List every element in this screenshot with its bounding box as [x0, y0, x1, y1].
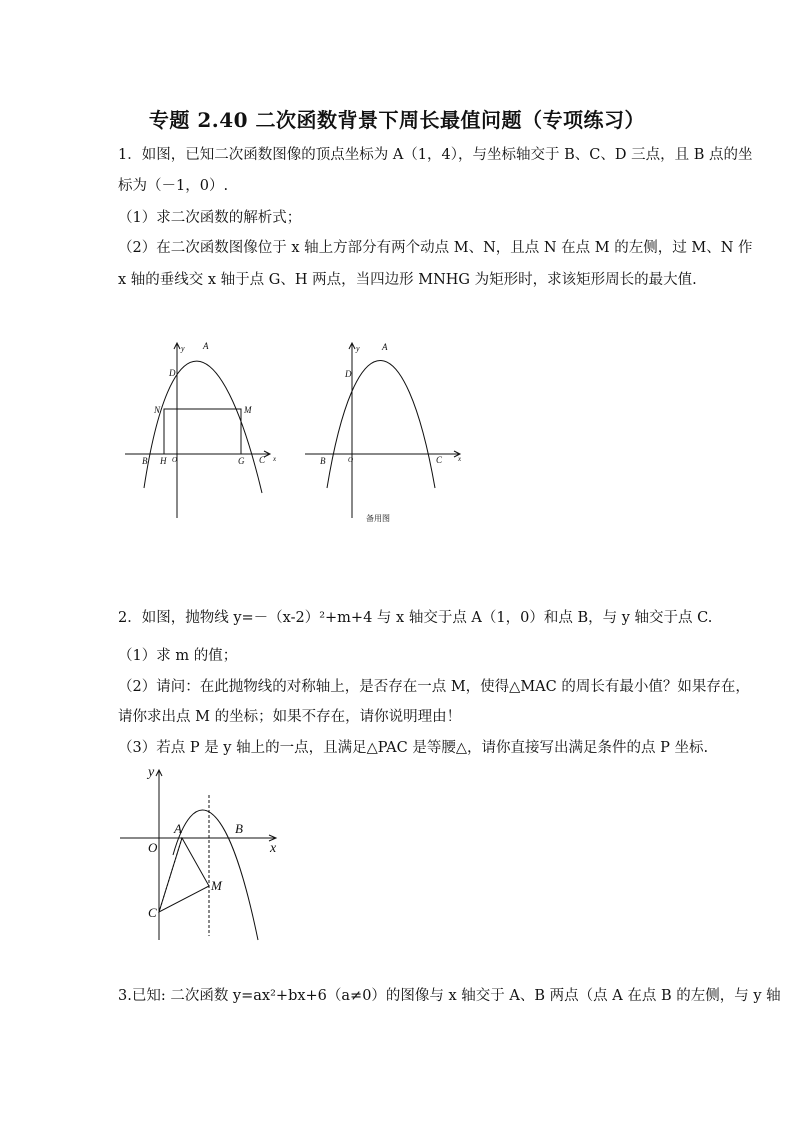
- problem1-figure-2: [300, 338, 470, 528]
- label-x: x: [270, 841, 277, 856]
- problem2-figure: [118, 760, 293, 945]
- label-o: O: [172, 456, 178, 464]
- label-d: D: [345, 369, 352, 379]
- problem2-line-4: 请你求出点 M 的坐标；如果不存在，请你说明理由！: [118, 709, 462, 725]
- problem2-part-2: （2）请问：在此抛物线的对称轴上，是否存在一点 M，使得△MAC 的周长有最小值？如果存在，: [118, 679, 750, 695]
- label-o: O: [348, 456, 354, 464]
- problem1-line-1: 1．如图，已知二次函数图像的顶点坐标为 A（1，4），与坐标轴交于 B、C、D 三点，且 B 点的坐: [118, 147, 753, 163]
- label-c: C: [436, 455, 443, 465]
- label-m: M: [211, 878, 222, 893]
- label-x: x: [273, 455, 277, 463]
- parabola: [327, 361, 435, 489]
- label-y: y: [148, 765, 155, 780]
- page-title: 专题 2.40 二次函数背景下周长最值问题（专项练习）: [148, 108, 646, 132]
- label-c: C: [148, 905, 157, 920]
- label-x: x: [458, 455, 462, 463]
- problem1-figure-1: [120, 338, 290, 523]
- label-m: M: [244, 405, 252, 415]
- label-y: y: [356, 344, 360, 353]
- label-a: A: [203, 341, 209, 351]
- label-y: y: [181, 344, 185, 353]
- problem1-line-2: 标为（－1，0）.: [118, 178, 229, 194]
- figure-caption: 备用图: [366, 514, 390, 523]
- label-o: O: [148, 840, 158, 855]
- problem1-line-5: x 轴的垂线交 x 轴于点 G、H 两点，当四边形 MNHG 为矩形时，求该矩形周长的最大值.: [118, 272, 697, 288]
- parabola: [144, 361, 262, 493]
- label-h: H: [160, 456, 167, 466]
- label-c: C: [259, 455, 266, 465]
- label-n: N: [154, 405, 161, 415]
- problem2-part-3: （3）若点 P 是 y 轴上的一点，且满足△PAC 是等腰△，请你直接写出满足条件的点 P 坐标.: [118, 740, 709, 756]
- problem2-part-1: （1）求 m 的值；: [118, 648, 238, 664]
- label-b: B: [235, 821, 243, 836]
- problem3-line-1: 3.已知: 二次函数 y=ax²+bx+6（a≠0）的图像与 x 轴交于 A、B 两点（点 A 在点 B 的左侧，与 y 轴: [118, 988, 781, 1004]
- label-b: B: [320, 456, 326, 466]
- rectangle-mnhg: [164, 409, 241, 454]
- parabola: [173, 810, 258, 940]
- problem1-part-2: （2）在二次函数图像位于 x 轴上方部分有两个动点 M、N，且点 N 在点 M 的左侧，过 M、N 作: [118, 240, 753, 256]
- problem2-line-1: 2．如图，抛物线 y=－（x-2）²+m+4 与 x 轴交于点 A（1，0）和点 B，与 y 轴交于点 C.: [118, 610, 713, 626]
- triangle-mac: [159, 838, 209, 912]
- problem1-part-1: （1）求二次函数的解析式；: [118, 210, 302, 226]
- label-a: A: [382, 342, 388, 352]
- label-b: B: [142, 456, 148, 466]
- label-d: D: [169, 368, 176, 378]
- label-a: A: [174, 821, 182, 836]
- label-g: G: [238, 456, 245, 466]
